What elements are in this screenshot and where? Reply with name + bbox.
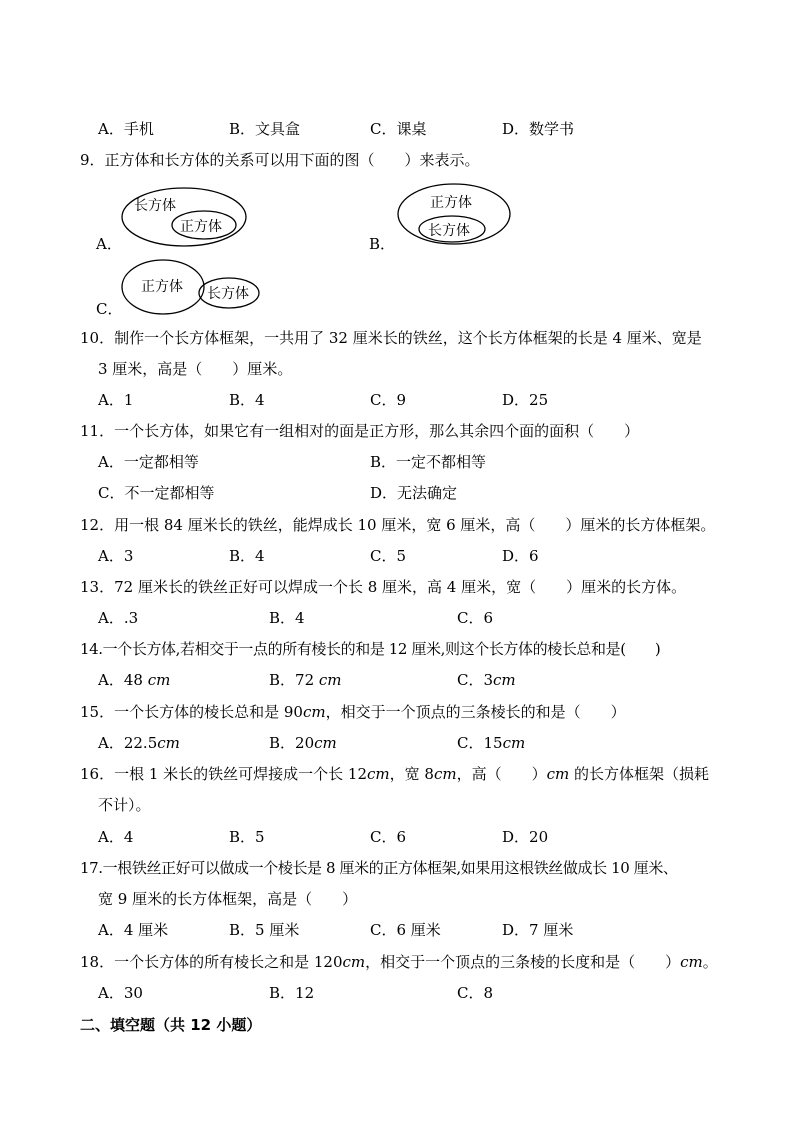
option-unit: cm	[502, 734, 526, 752]
option-unit: cm	[314, 734, 337, 752]
option-unit: cm	[318, 671, 342, 689]
q18-stem-unit: cm	[342, 953, 366, 971]
q16-stem-unit: cm	[433, 765, 457, 783]
q13-option-b: B．4	[269, 609, 305, 627]
diagram-c-right-label: 长方体	[207, 286, 249, 302]
option-value: 15	[483, 734, 503, 752]
q8-option-c: C．课桌	[370, 120, 427, 138]
q10-stem-line2: 3 厘米，高是（ ）厘米。	[98, 360, 293, 378]
q18-stem-unit: cm	[680, 953, 703, 971]
option-value: 20	[295, 734, 315, 752]
diagram-a-outer-label: 长方体	[134, 198, 176, 214]
q12-option-b: B．4	[229, 547, 265, 565]
q8-option-d: D．数学书	[502, 120, 575, 138]
q12-option-c: C．5	[370, 547, 407, 565]
diagram-b-outer-label: 正方体	[430, 195, 472, 211]
q16-option-b: B．5	[229, 828, 265, 846]
option-unit: cm	[147, 671, 171, 689]
q17-option-b: B．5 厘米	[229, 921, 300, 939]
q13-option-c: C．6	[457, 609, 494, 627]
diagram-a-inner-label: 正方体	[180, 219, 222, 235]
option-value: 22.5	[123, 734, 158, 752]
outer-ellipse	[122, 188, 246, 246]
option-unit: cm	[493, 671, 516, 689]
q16-option-a: A．4	[98, 828, 134, 846]
q15-option-c	[457, 733, 525, 753]
q15-option-b	[269, 733, 337, 753]
q11-option-c: C．不一定都相等	[98, 484, 215, 502]
option-value: 3	[483, 671, 494, 689]
q15-stem-text-end: ，相交于一个顶点的三条棱长的和是（ ）	[325, 703, 626, 721]
q14-option-b	[269, 670, 342, 690]
q16-stem-part: ，宽 8	[389, 765, 434, 783]
q15-stem	[80, 702, 626, 722]
q18-stem-part: 。	[702, 953, 718, 971]
q18-stem	[80, 952, 718, 972]
option-letter: B．	[269, 671, 296, 689]
diagram-c-left-label: 正方体	[141, 279, 183, 295]
q14-option-a	[98, 670, 170, 690]
q16-stem-part: ，高（ ）	[456, 765, 547, 783]
q11-option-d: D．无法确定	[370, 484, 458, 502]
q18-stem-part: 18．一个长方体的所有棱长之和是 120	[80, 953, 343, 971]
q18-option-b: B．12	[269, 984, 315, 1002]
option-value: 72	[295, 671, 319, 689]
q18-option-c: C．8	[457, 984, 494, 1002]
q12-stem: 12．用一根 84 厘米长的铁丝，能焊成长 10 厘米，宽 6 厘米，高（ ）厘米的长方体框架。	[80, 516, 716, 534]
q15-stem-text: 15．一个长方体的棱长总和是 90	[80, 703, 303, 721]
q16-stem-part: 的长方体框架（损耗	[569, 765, 710, 783]
q13-stem: 13．72 厘米长的铁丝正好可以焊成一个长 8 厘米，高 4 厘米，宽（ ）厘米的长方体。	[80, 578, 687, 596]
q8-option-a: A．手机	[98, 120, 154, 138]
q16-stem-line1	[80, 764, 709, 784]
q16-option-c: C．6	[370, 828, 407, 846]
q17-stem-line1: 17.一根铁丝正好可以做成一个棱长是 8 厘米的正方体框架,如果用这根铁丝做成长 10 厘米、	[80, 859, 678, 877]
q14-stem: 14.一个长方体,若相交于一点的所有棱长的和是 12 厘米,则这个长方体的棱长总和是( )	[80, 640, 661, 658]
q11-option-b: B．一定不都相等	[370, 453, 487, 471]
option-letter: B．	[269, 734, 296, 752]
option-unit: cm	[157, 734, 180, 752]
q10-option-b: B．4	[229, 391, 265, 409]
q8-option-b: B．文具盒	[229, 120, 301, 138]
q18-stem-part: ，相交于一个顶点的三条棱的长度和是（ ）	[365, 953, 681, 971]
q9-diagram-a	[120, 186, 260, 248]
q12-option-a: A．3	[98, 547, 134, 565]
option-letter: A．	[98, 734, 124, 752]
q13-option-a: A．.3	[98, 609, 139, 627]
q9-diagram-c	[121, 258, 261, 318]
q9-option-b-letter: B．	[369, 235, 396, 253]
option-letter: C．	[457, 671, 484, 689]
q11-option-a: A．一定都相等	[98, 453, 199, 471]
q16-stem-line2: 不计）。	[98, 796, 151, 814]
section-2-title: 二、填空题（共 12 小题）	[80, 1016, 262, 1034]
q9-option-a-letter: A．	[96, 235, 122, 253]
q9-diagram-b	[396, 181, 516, 249]
q14-option-c	[457, 670, 516, 690]
option-value: 48	[123, 671, 148, 689]
q9-stem: 9．正方体和长方体的关系可以用下面的图（ ）来表示。	[80, 151, 480, 169]
q10-stem-line1: 10．制作一个长方体框架，一共用了 32 厘米长的铁丝，这个长方体框架的长是 4 厘米、宽是	[80, 329, 702, 347]
q17-option-d: D．7 厘米	[502, 921, 574, 939]
q15-option-a	[98, 733, 180, 753]
q17-stem-line2: 宽 9 厘米的长方体框架，高是（ ）	[98, 890, 358, 908]
q17-option-c: C．6 厘米	[370, 921, 441, 939]
q16-stem-part: 16．一根 1 米长的铁丝可焊接成一个长 12	[80, 765, 368, 783]
option-letter: A．	[98, 671, 124, 689]
diagram-b-inner-label: 长方体	[428, 223, 470, 239]
q17-option-a: A．4 厘米	[98, 921, 169, 939]
q15-stem-unit: cm	[302, 703, 326, 721]
q10-option-c: C．9	[370, 391, 407, 409]
q10-option-a: A．1	[98, 391, 134, 409]
q12-option-d: D．6	[502, 547, 539, 565]
q11-stem: 11．一个长方体，如果它有一组相对的面是正方形，那么其余四个面的面积（ ）	[80, 422, 640, 440]
q16-stem-unit: cm	[546, 765, 570, 783]
q18-option-a: A．30	[98, 984, 143, 1002]
q16-option-d: D．20	[502, 828, 549, 846]
q9-option-c-letter: C．	[96, 300, 123, 318]
q16-stem-unit: cm	[367, 765, 390, 783]
q10-option-d: D．25	[502, 391, 549, 409]
option-letter: C．	[457, 734, 484, 752]
